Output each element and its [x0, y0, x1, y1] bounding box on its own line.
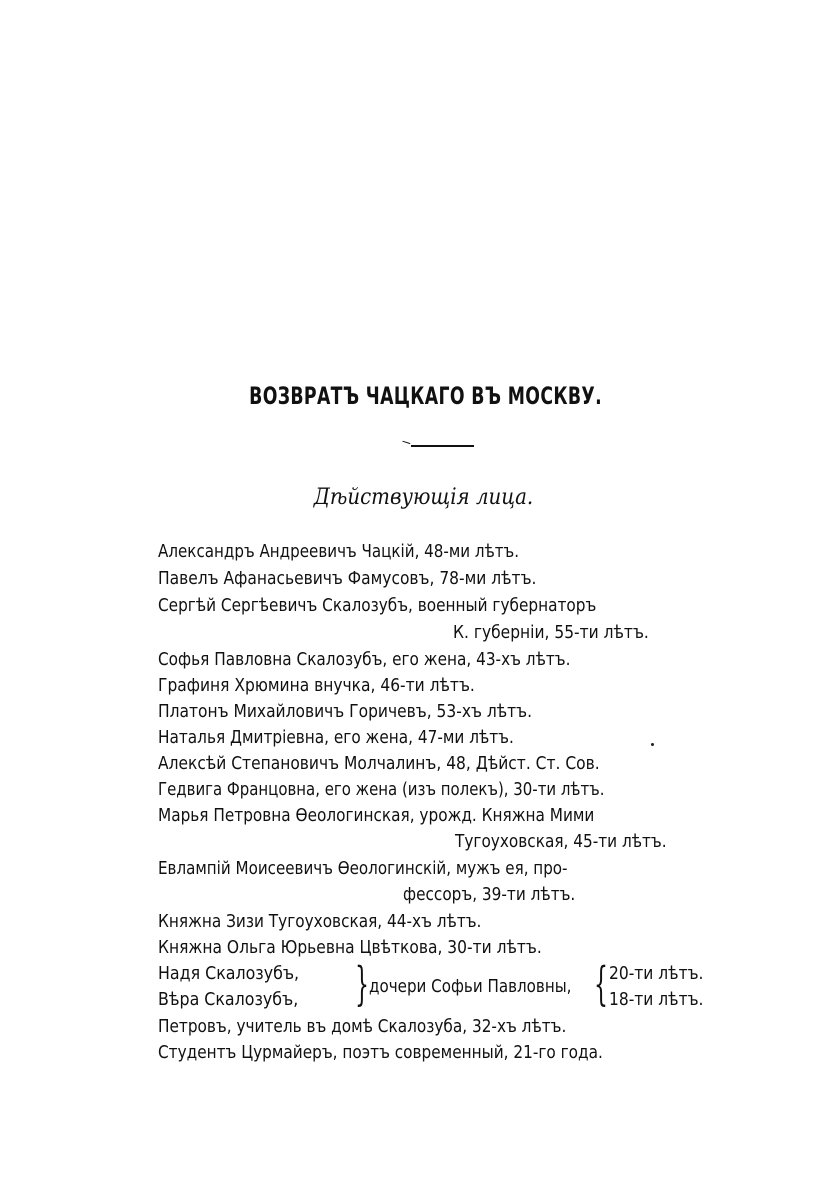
person-line: Гедвига Францовна, его жена (изъ полекъ), 30-ти лѣтъ.: [158, 779, 605, 800]
person-line: Графиня Хрюмина внучка, 46-ти лѣтъ.: [158, 675, 475, 696]
daughter-vera: Вѣра Скалозубъ,: [158, 989, 299, 1010]
person-line: Софья Павловна Скалозубъ, его жена, 43-хъ лѣтъ.: [158, 649, 571, 670]
person-line-continued: Тугоуховская, 45-ти лѣтъ.: [455, 831, 667, 852]
person-line-continued: фессоръ, 39-ти лѣтъ.: [403, 884, 576, 905]
person-line: Алексѣй Степановичъ Молчалинъ, 48, Дѣйст. Ст. Сов.: [158, 753, 600, 774]
person-line: Павелъ Афанасьевичъ Фамусовъ, 78-ми лѣтъ.: [158, 568, 537, 589]
dramatis-personae-heading: Дѣйствующія лица.: [313, 485, 534, 510]
title-rule-tick: [402, 437, 411, 444]
daughter-age-second: 18-ти лѣтъ.: [609, 989, 704, 1010]
title-rule: [411, 445, 474, 447]
person-line: Евлампій Моисеевичъ Ѳеологинскій, мужъ ея, про-: [158, 858, 568, 879]
person-line: Княжна Ольга Юрьевна Цвѣткова, 30-ти лѣтъ.: [158, 937, 542, 958]
page-title: ВОЗВРАТЪ ЧАЦКАГО ВЪ МОСКВУ.: [249, 382, 603, 410]
daughter-age-first: 20-ти лѣтъ.: [609, 963, 704, 984]
person-line: Наталья Дмитріевна, его жена, 47-ми лѣтъ.: [158, 727, 514, 748]
daughter-nadya: Надя Скалозубъ,: [158, 963, 300, 984]
left-brace: }: [355, 959, 369, 1013]
person-line: Петровъ, учитель въ домѣ Скалозуба, 32-хъ лѣтъ.: [158, 1016, 567, 1037]
person-line: Александръ Андреевичъ Чацкій, 48-ми лѣтъ.: [158, 541, 520, 562]
stray-mark: [651, 743, 654, 746]
right-brace: {: [594, 959, 608, 1013]
person-line-continued: К. губерніи, 55-ти лѣтъ.: [453, 622, 649, 643]
person-line: Княжна Зизи Тугоуховская, 44-хъ лѣтъ.: [158, 911, 482, 932]
person-line: Студентъ Цурмайеръ, поэтъ современный, 21-го года.: [158, 1042, 603, 1063]
person-line: Сергѣй Сергѣевичъ Скалозубъ, военный губернаторъ: [158, 595, 597, 616]
daughters-relation: дочери Софьи Павловны,: [369, 976, 572, 997]
person-line: Платонъ Михайловичъ Горичевъ, 53-хъ лѣтъ.: [158, 701, 533, 722]
person-line: Марья Петровна Ѳеологинская, урожд. Княжна Мими: [158, 805, 595, 826]
